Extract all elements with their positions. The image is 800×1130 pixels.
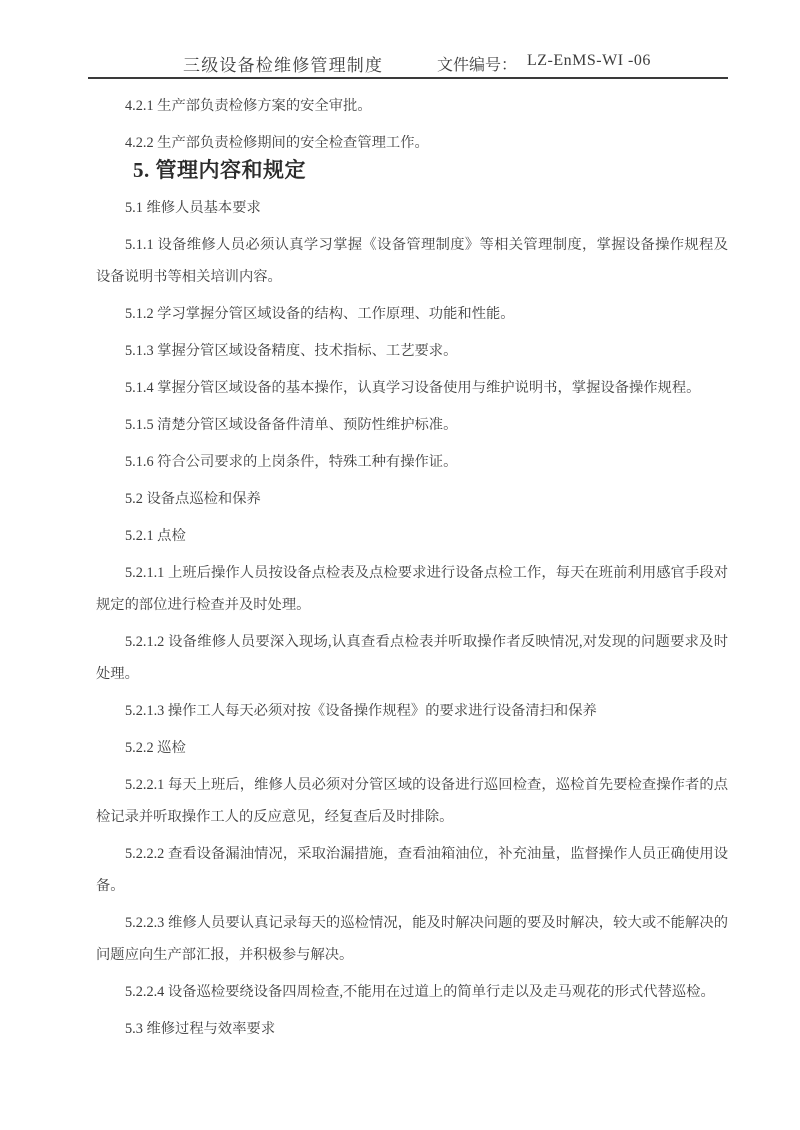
doc-paragraph: 5.2.2 巡检 — [125, 740, 186, 756]
doc-paragraph: 5.2.1.3 操作工人每天必须对按《设备操作规程》的要求进行设备清扫和保养 — [125, 703, 597, 719]
doc-paragraph: 5.2.2.1 每天上班后，维修人员必须对分管区域的设备进行巡回检查，巡检首先要检查操作者的点检记录并听取操作工人的反应意见，经复查后及时排除。 — [96, 777, 728, 825]
doc-paragraph: 5.1 维修人员基本要求 — [125, 200, 261, 216]
doc-paragraph: 5.1.4 掌握分管区域设备的基本操作，认真学习设备使用与维护说明书，掌握设备操作规程。 — [125, 380, 701, 396]
doc-paragraph: 5.1.3 掌握分管区域设备精度、技术指标、工艺要求。 — [125, 343, 458, 359]
doc-paragraph: 5.2.2.3 维修人员要认真记录每天的巡检情况，能及时解决问题的要及时解决，较大或不能解决的问题应向生产部汇报，并积极参与解决。 — [96, 915, 728, 963]
document-body — [96, 90, 728, 1050]
doc-paragraph: 5.1.5 清楚分管区域设备备件清单、预防性维护标准。 — [125, 417, 458, 433]
doc-paragraph: 5.2.2.2 查看设备漏油情况，采取治漏措施，查看油箱油位，补充油量，监督操作人员正确使用设备。 — [96, 846, 728, 894]
doc-paragraph: 5.1.1 设备维修人员必须认真学习掌握《设备管理制度》等相关管理制度，掌握设备操作规程及设备说明书等相关培训内容。 — [96, 237, 728, 285]
document-header — [88, 0, 728, 79]
doc-paragraph: 5.1.6 符合公司要求的上岗条件，特殊工种有操作证。 — [125, 454, 458, 470]
doc-paragraph: 5.2.2.4 设备巡检要绕设备四周检查,不能用在过道上的简单行走以及走马观花的形式代替巡检。 — [125, 984, 715, 1000]
doc-paragraph: 5.3 维修过程与效率要求 — [125, 1021, 276, 1037]
doc-paragraph: 5.2.1.1 上班后操作人员按设备点检表及点检要求进行设备点检工作，每天在班前利用感官手段对规定的部位进行检查并及时处理。 — [96, 565, 728, 613]
file-number-label: 文件编号： — [437, 57, 518, 74]
doc-title: 三级设备检维修管理制度 — [183, 56, 384, 75]
file-number-value: LZ-EnMS-WI -06 — [527, 52, 651, 69]
doc-paragraph: 5.2.1.2 设备维修人员要深入现场,认真查看点检表并听取操作者反映情况,对发现的问题要求及时处理。 — [96, 634, 728, 682]
section-heading: 5. 管理内容和规定 — [133, 158, 306, 182]
doc-paragraph: 4.2.2 生产部负责检修期间的安全检查管理工作。 — [125, 135, 429, 151]
doc-paragraph: 4.2.1 生产部负责检修方案的安全审批。 — [125, 98, 372, 114]
doc-paragraph: 5.2.1 点检 — [125, 528, 186, 544]
doc-paragraph: 5.1.2 学习掌握分管区域设备的结构、工作原理、功能和性能。 — [125, 306, 515, 322]
doc-paragraph: 5.2 设备点巡检和保养 — [125, 491, 261, 507]
